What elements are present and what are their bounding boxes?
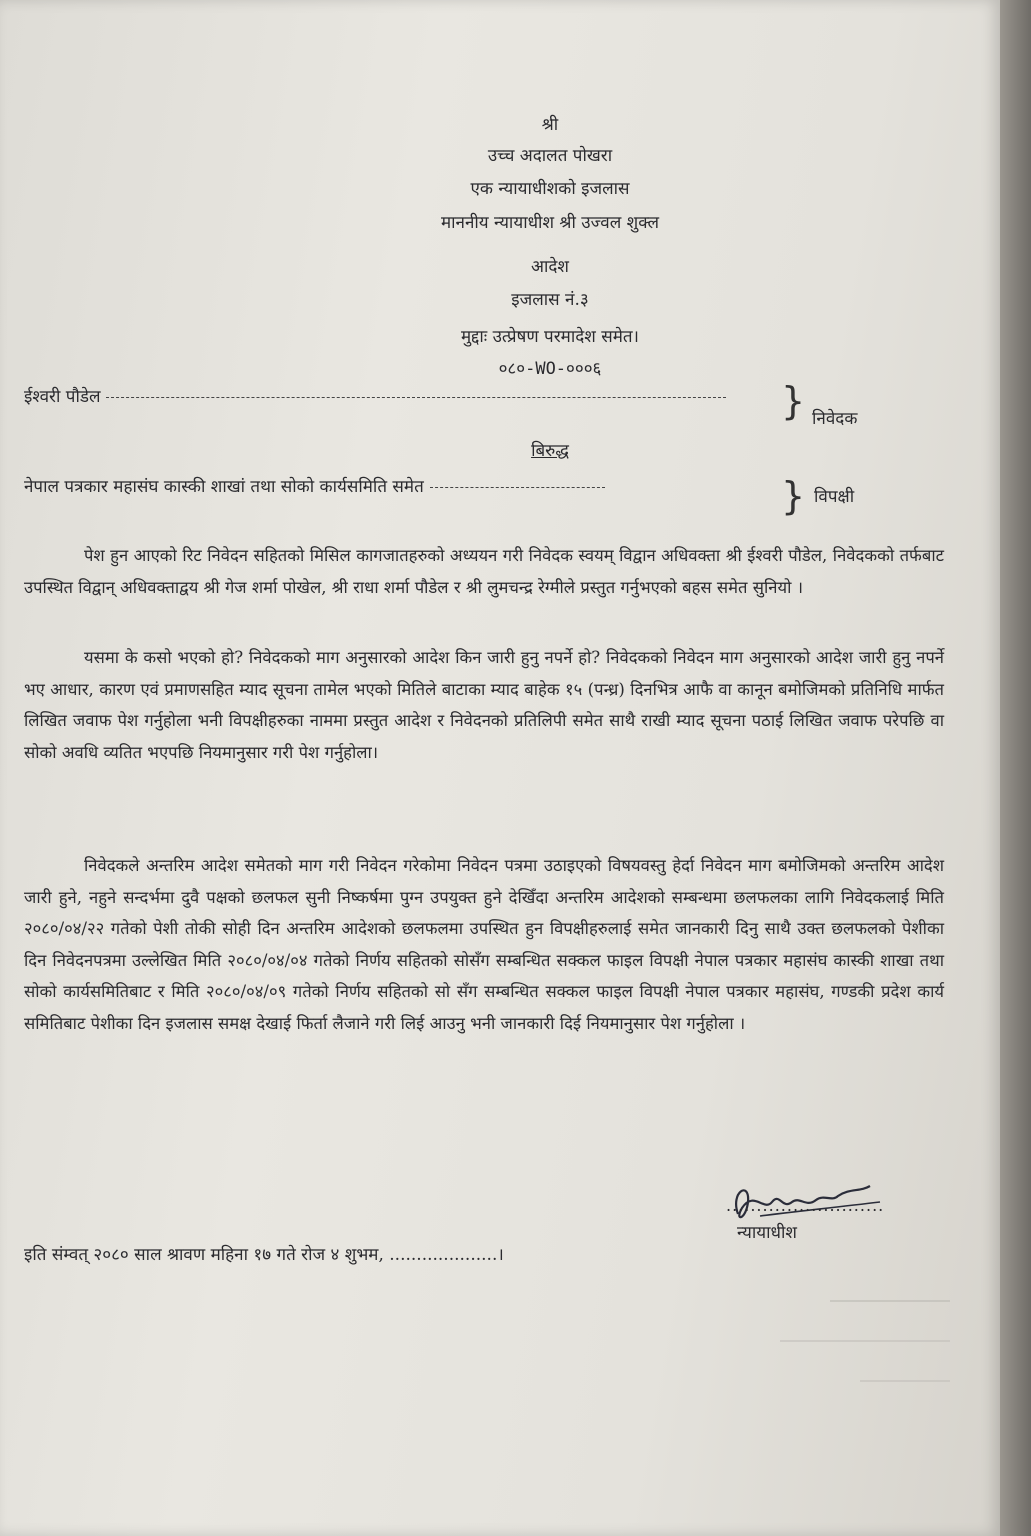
- brace-petitioner: }: [781, 379, 806, 423]
- bleed-through-mark: [830, 1300, 950, 1302]
- paragraph-text: पेश हुन आएको रिट निवेदन सहितको मिसिल कागजातहरुको अध्ययन गरी निवेदक स्वयम् विद्वान अधिवक्ता श्री ईश्वरी पौडेल, निवेदकको तर्फबाट उपस्थित विद्वान् अधिवक्ताद्वय श्री गेज शर्मा पोखेल, श्री राधा शर्मा पौडेल र श्री लुमचन्द्र रेग्मीले प्रस्तुत गर्नुभएको बहस समेत सुनियो ।: [24, 546, 944, 597]
- bleed-through-mark: [780, 1340, 950, 1342]
- header-order-title: आदेश: [531, 257, 569, 277]
- judge-title: न्यायाधीश: [737, 1223, 797, 1243]
- paragraph-text: निवेदकले अन्तरिम आदेश समेतको माग गरी निवेदन गरेकोमा निवेदन पत्रमा उठाइएको विषयवस्तु हेर्दा निवेदन माग बमोजिमको अन्तरिम आदेश जारी हुने, नहुने सन्दर्भमा दुवै पक्षको छलफल सुनी निष्कर्षमा पुग्न उपयुक्त हुने देखिँदा अन्तरिम आदेशको सम्बन्धमा छलफलका लागि निवेदकलाई मिति २०८०/०४/२२ गतेको पेशी तोकी सोही दिन अन्तरिम आदेशको छलफलमा उपस्थित हुन विपक्षीहरुलाई समेत जानकारी दिनु साथै उक्त छलफलको पेशीका दिन निवेदनपत्रमा उल्लेखित मिति २०८०/०४/०४ गतेको निर्णय सहितको सोसँग सम्बन्धित सक्कल फाइल विपक्षी नेपाल पत्रकार महासंघ कास्की शाखा तथा सोको कार्यसमितिबाट र मिति २०८०/०४/०९ गतेको निर्णय सहितको सो सँग सम्बन्धित सक्कल फाइल विपक्षी नेपाल पत्रकार महासंघ, गण्डकी प्रदेश कार्य समितिबाट पेशीका दिन इजलास समक्ष देखाई फिर्ता लैजाने गरी लिई आउनु भनी जानकारी दिई नियमानुसार पेश गर्नुहोला ।: [24, 856, 944, 1033]
- versus-label: बिरुद्ध: [531, 441, 569, 461]
- petitioner-name: ईश्वरी पौडेल: [24, 387, 101, 407]
- dashed-leader: [430, 487, 605, 488]
- paragraph-text: यसमा के कसो भएको हो? निवेदकको माग अनुसारको आदेश किन जारी हुनु नपर्ने हो? निवेदकको निवेदन माग अनुसारको आदेश जारी हुनु नपर्ने भए आधार, कारण एवं प्रमाणसहित म्याद सूचना तामेल भएको मितिले बाटाका म्याद बाहेक १५ (पन्ध्र) दिनभित्र आफै वा कानून बमोजिमको प्रतिनिधि मार्फत लिखित जवाफ पेश गर्नुहोला भनी विपक्षीहरुका नाममा प्रस्तुत आदेश र निवेदनको प्रतिलिपी समेत साथै राखी म्याद सूचना पठाई लिखित जवाफ परेपछि वा सोको अवधि व्यतित भएपछि नियमानुसार गरी पेश गर्नुहोला।: [24, 648, 944, 762]
- paragraph-interim-order: [24, 850, 944, 1039]
- petitioner-line: [24, 384, 984, 407]
- header-bench: एक न्यायाधीशको इजलास: [470, 179, 630, 199]
- header-bench-number: इजलास नं.३: [511, 290, 589, 310]
- header-court-name: उच्च अदालत पोखरा: [487, 146, 613, 166]
- header-judge: माननीय न्यायाधीश श्री उज्वल शुक्ल: [440, 213, 660, 233]
- paragraph-show-cause: [24, 642, 944, 768]
- paragraph-hearing: [24, 540, 944, 603]
- header-shree: श्री: [541, 115, 559, 135]
- page-edge-shadow: [1000, 0, 1031, 1536]
- bleed-through-mark: [860, 1380, 950, 1382]
- signature-dots: ..........................: [726, 1196, 885, 1215]
- brace-respondent: }: [781, 474, 806, 518]
- petitioner-role: निवेदक: [812, 409, 858, 429]
- respondent-name: नेपाल पत्रकार महासंघ कास्की शाखां तथा सोको कार्यसमिति समेत: [24, 477, 424, 497]
- dashed-leader: [106, 397, 726, 398]
- header-case-subject: मुद्दाः उत्प्रेषण परमादेश समेत।: [460, 327, 640, 347]
- closing-date-line: इति संम्वत् २०८० साल श्रावण महिना १७ गते रोज ४ शुभम, ....................।: [24, 1245, 504, 1265]
- header-case-number: ०८०-WO-०००६: [498, 359, 602, 379]
- respondent-role: विपक्षी: [814, 487, 855, 507]
